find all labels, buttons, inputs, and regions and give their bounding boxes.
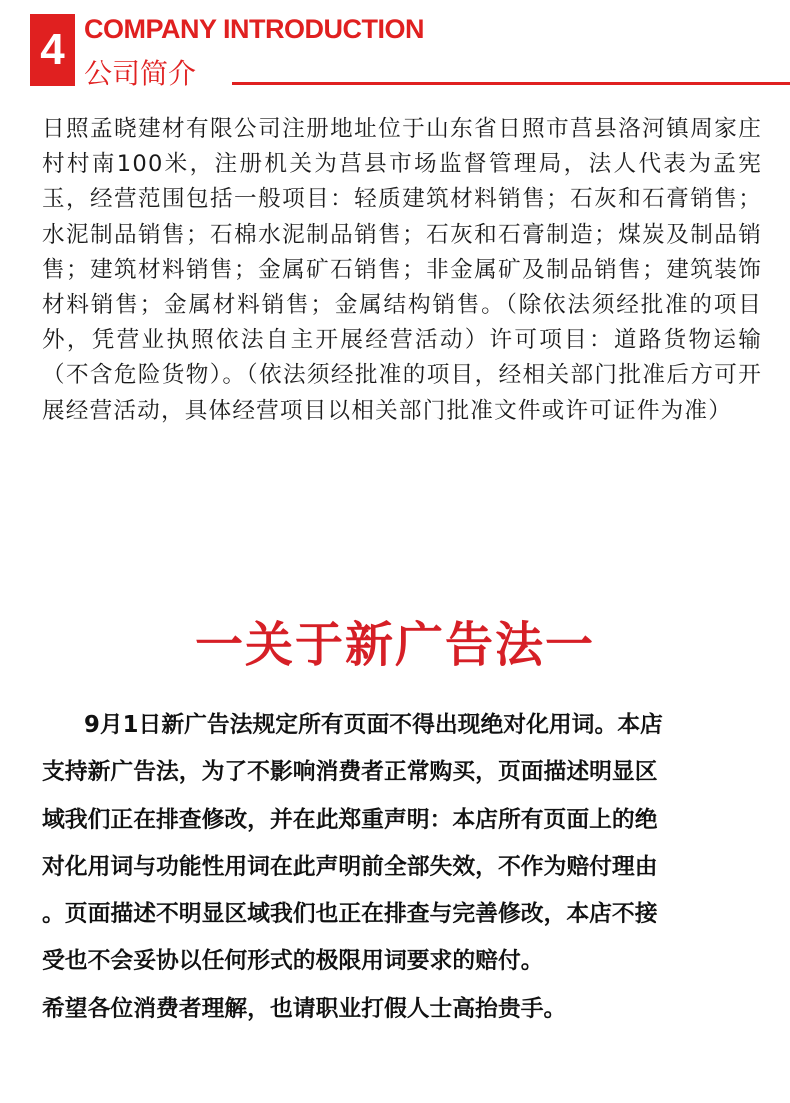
- section-title-cn: 公司简介: [84, 57, 197, 90]
- section-title-en: COMPANY INTRODUCTION: [84, 14, 424, 44]
- statement-line: 域我们正在排查修改，并在此郑重声明：本店所有页面上的绝: [42, 806, 658, 833]
- header-divider: [232, 82, 790, 85]
- statement-line: 。页面描述不明显区域我们也正在排查与完善修改，本店不接: [42, 901, 658, 928]
- company-intro-paragraph: 日照孟晓建材有限公司注册地址位于山东省日照市莒县洛河镇周家庄村村南100米，注册机关为莒县市场监督管理局，法人代表为孟宪玉，经营范围包括一般项目：轻质建筑材料销售；石灰和石膏销售；水泥制品销售；石棉水泥制品销售；石灰和石膏制造；煤炭及制品销售；建筑材料销售；金属矿石销售；非金属矿及制品销售；建筑装饰材料销售；金属材料销售；金属结构销售。（除依法须经批准的项目外，凭营业执照依法自主开展经营活动）许可项目：道路货物运输（不含危险货物）。（依法须经批准的项目，经相关部门批准后方可开展经营活动，具体经营项目以相关部门批准文件或许可证件为准）: [42, 116, 762, 424]
- statement-line: 对化用词与功能性用词在此声明前全部失效，不作为赔付理由: [42, 853, 658, 880]
- statement-line: 受也不会妥协以任何形式的极限用词要求的赔付。: [42, 948, 544, 975]
- ad-law-statement: [42, 702, 782, 1033]
- statement-line: 支持新广告法，为了不影响消费者正常购买，页面描述明显区: [42, 759, 658, 786]
- ad-law-heading: 一关于新广告法一: [194, 617, 595, 673]
- statement-line: 9月1日新广告法规定所有页面不得出现绝对化用词。本店: [84, 712, 663, 738]
- section-header: [0, 0, 790, 100]
- section-number-badge: 4: [30, 14, 75, 86]
- statement-line: 希望各位消费者理解，也请职业打假人士高抬贵手。: [42, 995, 567, 1022]
